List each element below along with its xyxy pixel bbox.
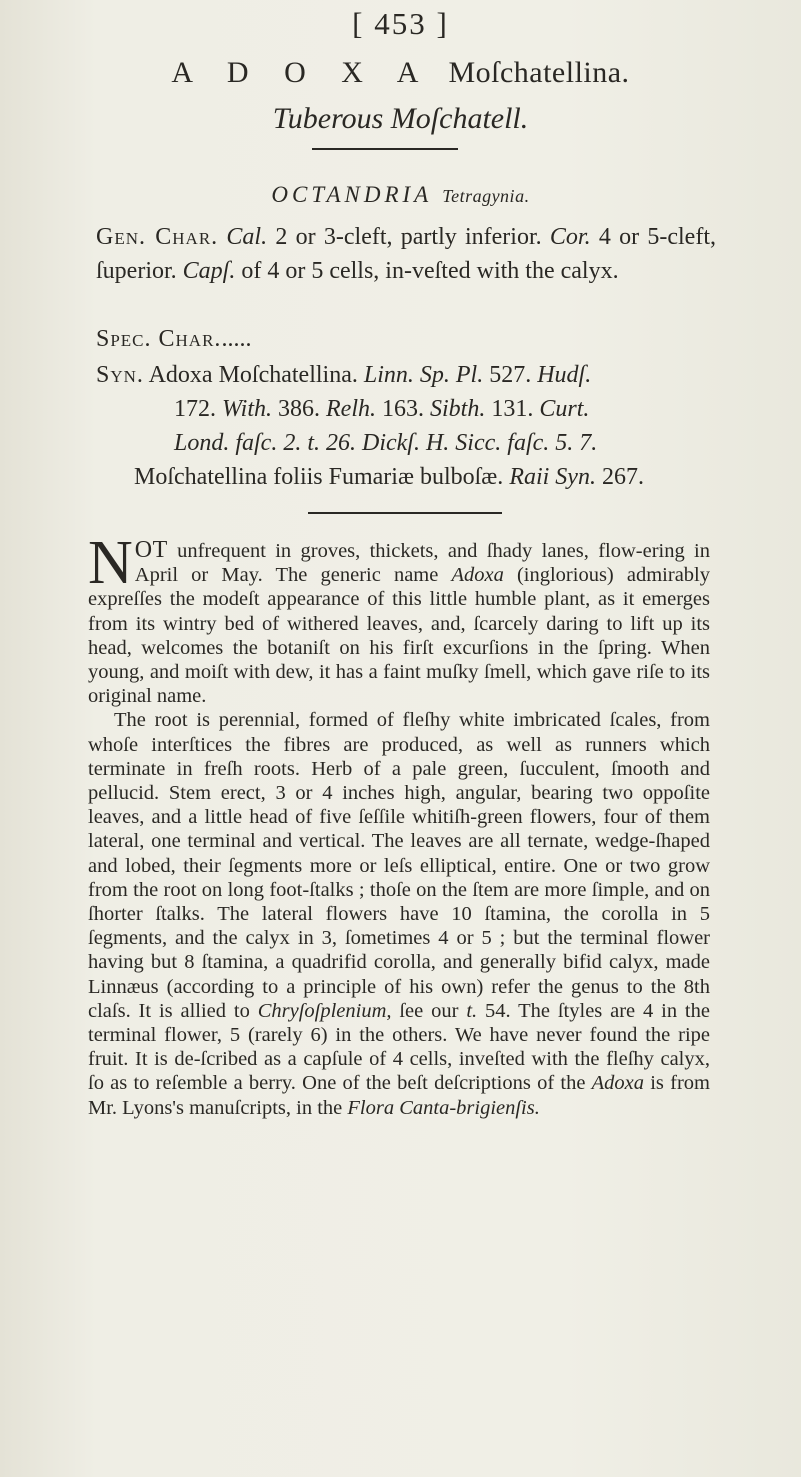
syn-line1-num: 527.: [489, 362, 532, 388]
gen-char-part-0: Cal.: [226, 224, 268, 250]
para2-italic-flora: Flora Canta-brigienſis.: [347, 1096, 540, 1119]
synonymy: [96, 358, 716, 494]
genus-name: A D O X A: [171, 56, 433, 89]
syn-line4-num: 267.: [601, 464, 644, 490]
species-heading: [0, 56, 801, 90]
syn-label: Syn.: [96, 362, 144, 388]
para2-italic-t: t.: [466, 999, 478, 1022]
para1-text-c: (inglorious) admirably expreſſes the modeſt appearance of this little humble plant, as it emerges from its wintry bed of withered leaves, and, ſcarcely daring to lift up its head, welcomes the botaniſt on his firſt excurſions in the ſpring. When young, and moiſt with dew, it has a faint muſky ſmell, which gave riſe to its original name.: [88, 564, 710, 708]
syn-line3: Lond. faſc. 2. t. 26. Dickſ. H. Sicc. faſc. 5. 7.: [174, 430, 598, 456]
gen-char-part-1: 2 or 3-cleft, partly inferior.: [267, 224, 550, 250]
syn-line2-part-2: 386.: [272, 396, 327, 422]
syn-line2-part-1: With.: [222, 396, 273, 422]
gen-char-part-4: Capſ.: [182, 258, 236, 284]
syn-line2-part-4: 163.: [376, 396, 430, 422]
specific-character: [96, 322, 716, 356]
drop-cap: N: [88, 529, 133, 597]
para2-italic-chrysosplenium: Chryſoſplenium,: [257, 999, 392, 1022]
gen-char-part-5: of 4 or 5 cells, in-veſted with the calyx.: [235, 258, 619, 284]
linnaean-class: [0, 182, 801, 208]
english-name: Tuberous Moſchatell.: [272, 102, 529, 135]
para1-italic-adoxa: Adoxa: [451, 564, 504, 587]
syn-line4-name: Moſchatellina foliis Fumariæ bulboſæ.: [134, 464, 504, 490]
para2-italic-adoxa: Adoxa: [591, 1072, 645, 1095]
gen-char-label: Gen. Char.: [96, 224, 219, 250]
syn-line1-name: Adoxa Moſchatellina.: [148, 362, 358, 388]
syn-line1-ref: Linn. Sp. Pl.: [363, 362, 484, 388]
order-name: Tetragynia.: [442, 186, 530, 206]
para1-text-a: unfrequent in groves, thickets, and ſhady lanes, flow-ering in April or May. The generic name: [134, 540, 710, 587]
syn-line2-part-6: 131.: [485, 396, 540, 422]
gen-char-part-3: 4 or 5-cleft, ſuperior.: [96, 224, 716, 284]
syn-line2-part-7: Curt.: [539, 396, 590, 422]
spec-char-label: Spec. Char.: [96, 326, 222, 352]
gen-char-part-2: Cor.: [549, 224, 591, 250]
description-text: [88, 529, 710, 1120]
para2-text-a: The root is perennial, formed of fleſhy white imbricated ſcales, from whoſe interſtices the fibres are produced, as well as runners which terminate in freſh roots. Herb of a pale green, ſucculent, ſmooth and pellucid. Stem erect, 3 or 4 inches high, angular, bearing two oppoſite leaves, and a little head of five ſeſſile whitiſh-green flowers, four of them lateral, one terminal and vertical. The leaves are all ternate, wedge-ſhaped and lobed, their ſegments more or leſs elliptical, entire. One or two grow from the root on long foot-ſtalks ; thoſe on the ſtem are more ſimple, and on ſhorter ſtalks. The lateral flowers have 10 ſtamina, the corolla in 5 ſegments, and the calyx in 3, ſometimes 4 or 5 ; but the terminal flower having but 8 ſtamina, a quadrifid corolla, and generally bifid calyx, made Linnæus (according to a principle of his own) refer the genus to the 8th claſs. It is allied to: [88, 709, 710, 1022]
syn-line4: [96, 460, 716, 494]
para2-text-e: 54. The ſtyles are 4 in the terminal flower, 5 (rarely 6) in the others. We have never found the ripe fruit. It is de-ſcribed as a capſule of 4 cells, inveſted with the fleſhy calyx, ſo as to reſemble a berry. One of the beſt deſcriptions of the: [88, 999, 710, 1095]
syn-line2: [96, 392, 716, 426]
syn-line1-tail: Hudſ.: [537, 362, 592, 388]
syn-line2-part-0: 172.: [174, 396, 222, 422]
class-name: OCTANDRIA: [271, 182, 433, 207]
page-number: [ 453 ]: [352, 6, 449, 41]
para2-text-c: ſee our: [391, 999, 467, 1022]
first-word-caps: OT: [134, 537, 168, 563]
spec-char-dots: .....: [221, 326, 252, 352]
top-divider: [312, 148, 458, 150]
section-divider: [308, 512, 502, 514]
syn-line2-part-5: Sibth.: [430, 396, 486, 422]
para2-text-g: is from Mr. Lyons's manuſcripts, in the: [88, 1072, 710, 1119]
paragraph-2: [88, 708, 710, 1119]
species-name: Moſchatellina.: [448, 56, 630, 89]
paragraph-1: [88, 529, 710, 708]
syn-line4-ref: Raii Syn.: [509, 464, 596, 490]
syn-line2-part-3: Relh.: [326, 396, 376, 422]
generic-character: [96, 220, 716, 288]
